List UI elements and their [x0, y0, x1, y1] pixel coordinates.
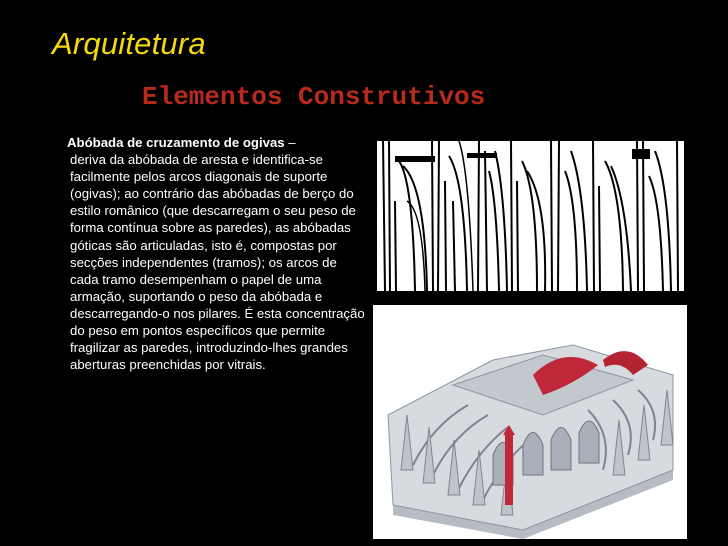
vault-line-drawing [377, 141, 684, 291]
gothic-cathedral-cutaway-svg [373, 305, 687, 539]
slide-subtitle: Elementos Construtivos [142, 82, 486, 112]
gothic-cathedral-cutaway [373, 305, 687, 539]
body-text: deriva da abóbada de aresta e identifica-se facilmente pelos arcos diagonais de suporte (ogivas); ao contrário das abóbadas de berço do estilo românico (que descarregam o seu peso de forma contínua sobre as paredes), as abóbadas góticas são articuladas, isto é, compostas por secções independentes (tramos); os arcos de cada tramo desempenham o papel de uma armação, suportando o peso da abóbada e descarregando-o nos pilares. É esta concentração do peso em pontos específicos que permite fragilizar as paredes, introduzindo-lhes grandes aberturas preenchidas por vitrais. [70, 152, 365, 373]
body-paragraph [67, 134, 367, 373]
body-term: Abóbada de cruzamento de ogivas [67, 135, 285, 150]
vault-line-drawing-svg [377, 141, 684, 291]
body-dash: – [284, 135, 296, 150]
slide-title: Arquitetura [52, 26, 206, 61]
